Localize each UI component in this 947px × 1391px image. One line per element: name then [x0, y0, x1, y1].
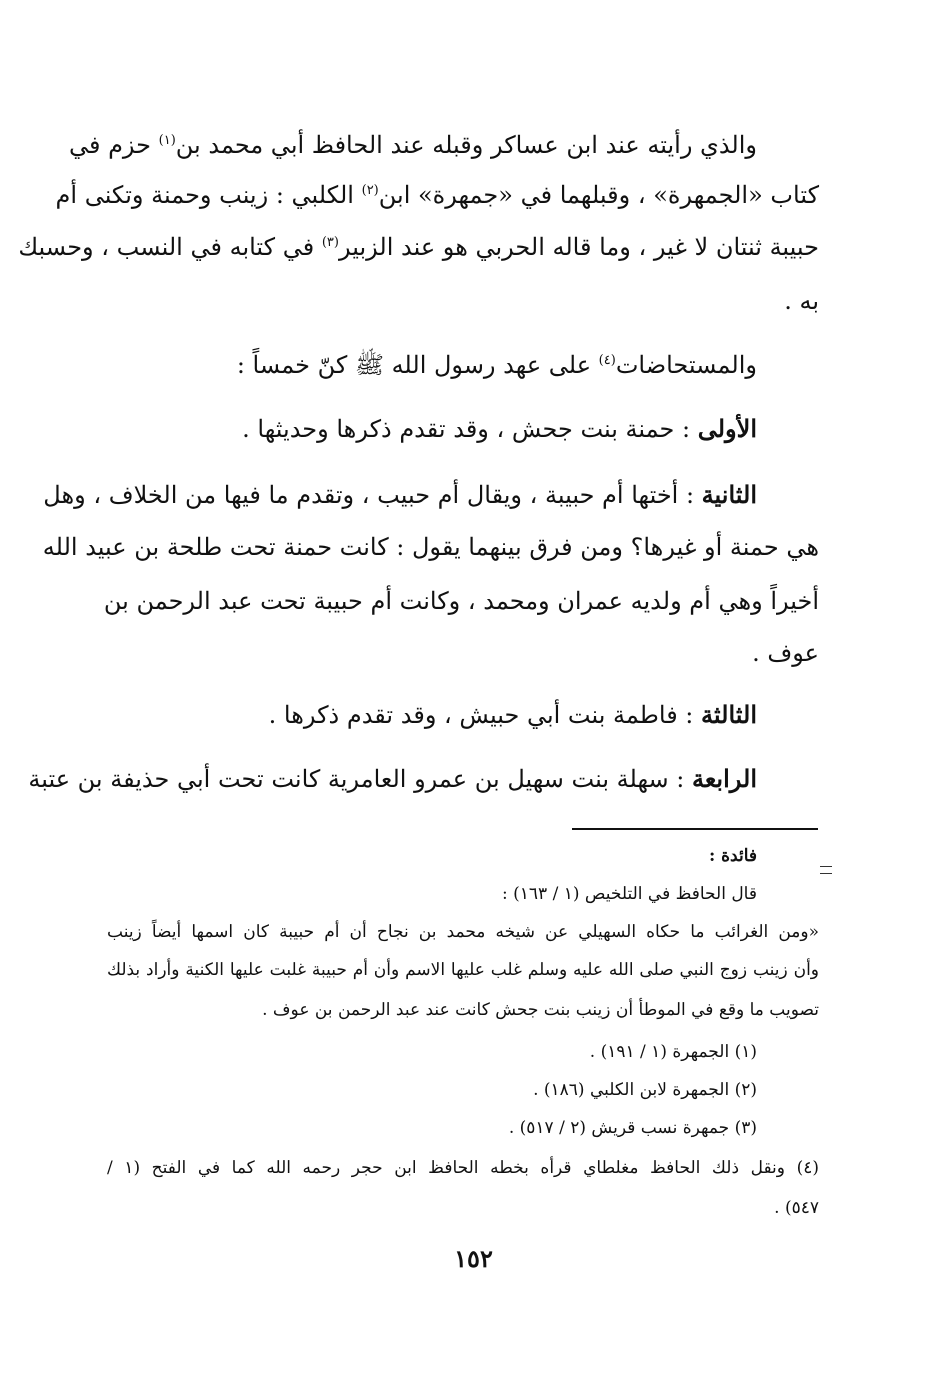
main-text-line: أخيراً وهي أم ولديه عمران ومحمد ، وكانت أم حبيبة تحت عبد الرحمن بن — [103, 587, 819, 615]
main-text-line: حبيبة ثنتان لا غير ، وما قاله الحربي هو عند الزبير$^{(٣)}$ في كتابه في النسب ، وحسبك — [18, 233, 819, 261]
footnote-line: ٥٤٧) . — [774, 1198, 819, 1218]
footnote-ref-2[interactable]: (٢) — [361, 183, 379, 198]
item-label: الرابعة — [691, 764, 757, 793]
main-text-line: هي حمنة أو غيرها؟ ومن فرق بينهما يقول : كانت حمنة تحت طلحة بن عبيد الله — [42, 533, 819, 561]
footnote-ref-4[interactable]: (٤) — [598, 353, 616, 368]
main-text-line: والذي رأيته عند ابن عساكر وقبله عند الحافظ أبي محمد بن$^{(١)}$ حزم في — [68, 131, 757, 159]
footnote-line: وأن زينب زوج النبي صلى الله عليه وسلم غلب عليها الاسم وأن أم حبيبة غلبت عليها الكنية وأراد بذلك — [107, 960, 819, 980]
footnote-1: (١) الجمهرة (١ / ١٩١) . — [589, 1042, 757, 1062]
item-label: الثالثة — [701, 700, 757, 729]
footnote-ref-1[interactable]: (١) — [158, 133, 176, 148]
footnote-line: قال الحافظ في التلخيص (١ / ١٦٣) : — [502, 884, 757, 904]
footnote-line: تصويب ما وقع في الموطأ أن زينب بنت جحش كانت عند عبد الرحمن بن عوف . — [262, 1000, 819, 1020]
page-number: ١٥٢ — [454, 1244, 493, 1273]
footnote-ref-3[interactable]: (٣) — [321, 235, 339, 250]
footnote-3: (٣) جمهرة نسب قريش (٢ / ٥١٧) . — [508, 1118, 757, 1138]
item-label: الثانية — [701, 480, 757, 509]
footnote-4: (٤) ونقل ذلك الحافظ مغلطاي قرأه بخطه الحافظ ابن حجر رحمه الله كما في الفتح (١ / — [107, 1158, 819, 1178]
footnote-line: «ومن الغرائب ما حكاه السهيلي عن شيخه محمد بن نجاح أن أم حبيبة كان اسمها أيضاً زينب — [107, 922, 819, 942]
main-text-line: الأولى : حمنة بنت جحش ، وقد تقدم ذكرها وحديثها . — [242, 414, 757, 443]
main-text-line: كتاب «الجمهرة» ، وقبلهما في «جمهرة» ابن$^{(٢)}$ الكلبي : زينب وحمنة وتكنى أم — [55, 181, 819, 209]
main-text-line: والمستحاضات$^{(٤)}$ على عهد رسول الله ﷺ كنّ خمساً : — [236, 351, 757, 379]
footnote-separator — [572, 828, 818, 830]
margin-mark — [820, 866, 832, 874]
footnote-heading: فائدة : — [708, 846, 757, 866]
main-text-line: الثانية : أختها أم حبيبة ، ويقال أم حبيب ، وتقدم ما فيها من الخلاف ، وهل — [43, 480, 757, 509]
footnote-2: (٢) الجمهرة لابن الكلبي (١٨٦) . — [533, 1080, 757, 1100]
item-label: الأولى — [697, 414, 757, 443]
main-text-line: الثالثة : فاطمة بنت أبي حبيش ، وقد تقدم ذكرها . — [268, 700, 757, 729]
main-text-line: الرابعة : سهلة بنت سهيل بن عمرو العامرية كانت تحت أبي حذيفة بن عتبة — [28, 764, 757, 793]
main-text-line: عوف . — [752, 639, 819, 667]
main-text-line: به . — [784, 287, 819, 315]
